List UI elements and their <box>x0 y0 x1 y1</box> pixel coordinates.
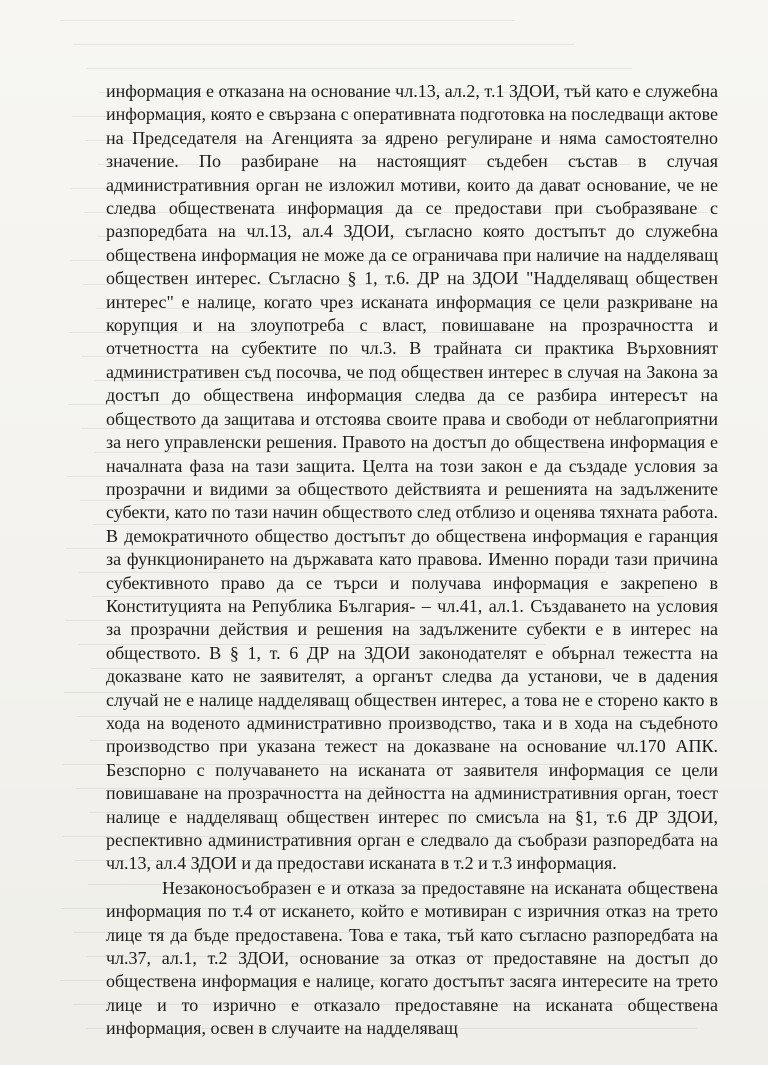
paragraph-1: информация е отказана на основание чл.13, ал.2, т.1 ЗДОИ, тъй като е служебна информация, която е свързана с оперативната подготовка на последващи актове на Председателя на Агенцията за ядрено регулиране и няма самостоятелно значение. По разбиране на настоящият съдебен състав в случая административния орган не изложил мотиви, които да дават основание, че не следва обществената информация да се предостави при съобразяване с разпоредбата на чл.13, ал.4 ЗДОИ, съгласно която достъпът до служебна обществена информация не може да се ограничава при наличие на надделяващ обществен интерес. Съгласно § 1, т.6. ДР на ЗДОИ "Надделяващ обществен интерес" е налице, когато чрез исканата информация се цели разкриване на корупция и на злоупотреба с власт, повишаване на прозрачността и отчетността на субектите по чл.3. В трайната си практика Върховният административен съд посочва, че под обществен интерес в случая на Закона за достъп до обществена информация следва да се разбира интересът на обществото да защитава и отстоява своите права и свободи от неблагоприятни за него управленски решения. Правото на достъп до обществена информация е началната фаза на тази защита. Целта на този закон е да създаде условия за прозрачни и видими за обществото действията и решенията на задължените субекти, като по тази начин обществото след отблизо и оценява тяхната работа. В демократичното общество достъпът до обществена информация е гаранция за функционирането на държавата като правова. Именно поради тази причина субективното право да се търси и получава информация е закрепено в Конституцията на Република България- – чл.41, ал.1. Създаването на условия за прозрачни действия и решения на задължените субекти е в интерес на обществото. В § 1, т. 6 ДР на ЗДОИ законодателят е обърнал тежестта на доказване като не заявителят, а органът следва да установи, че в дадения случай не е налице надделяващ обществен интерес, а това не е сторено както в хода на воденото административно производство, така и в хода на съдебното производство при указана тежест на доказване на основание чл.170 АПК. Безспорно с получаването на исканата от заявителя информация се цели повишаване на прозрачността на дейността на административния орган, тоест налице е надделяващ обществен интерес по смисъла на §1, т.6 ДР ЗДОИ, респективно административния орган е следвало да съобрази разпоредбата на чл.13, ал.4 ЗДОИ и да предостави исканата в т.2 и т.3 информация. <box>106 81 718 874</box>
show-through-line <box>73 44 574 45</box>
document-body <box>106 80 718 1041</box>
show-through-line <box>60 20 515 21</box>
paragraph-2: Незаконосъобразен е и отказа за предоставяне на исканата обществена информация по т.4 от искането, който е мотивиран с изричния отказ на трето лице тя да бъде предоставена. Това е така, тъй като съгласно разпоредбата на чл.37, ал.1, т.2 ЗДОИ, основание за отказ от предоставяне на достъп до обществена информация е налице, когато достъпът засяга интересите на трето лице и то изрично е отказало предоставяне на исканата обществена информация, освен в случаите на надделяващ <box>106 877 718 1039</box>
show-through-line <box>86 68 632 69</box>
